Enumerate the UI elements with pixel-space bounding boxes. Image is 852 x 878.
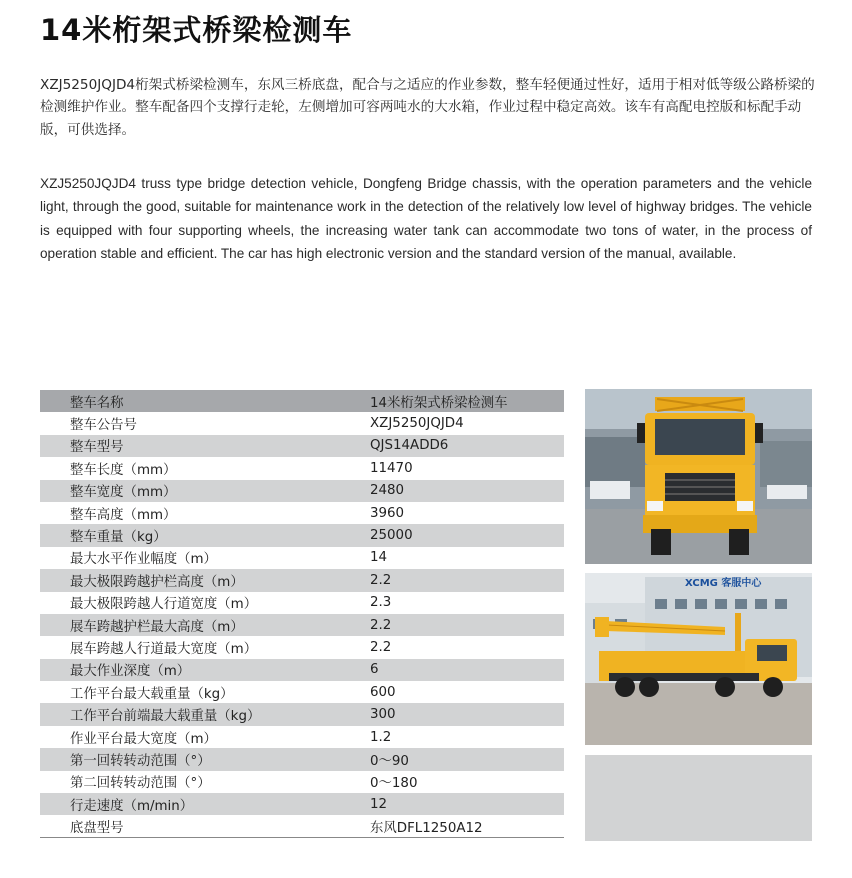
spec-row <box>40 457 564 479</box>
spec-value: 2.2 <box>370 639 392 655</box>
spec-row <box>40 748 564 770</box>
spec-value: 3960 <box>370 505 405 521</box>
spec-row <box>40 726 564 748</box>
spec-label: 最大水平作业幅度（m） <box>70 552 217 568</box>
spec-value: 2.2 <box>370 617 392 633</box>
spec-label: 工作平台前端最大载重量（kg） <box>70 709 261 725</box>
spec-value: 6 <box>370 662 379 678</box>
spec-value: 东风DFL1250A12 <box>370 820 483 836</box>
spec-row <box>40 659 564 681</box>
spec-row <box>40 815 564 837</box>
spec-value: 14米桁架式桥梁检测车 <box>370 395 508 411</box>
spec-value: 0～90 <box>370 753 409 769</box>
truck-front-photo <box>585 389 812 564</box>
spec-label: 展车跨越护栏最大高度（m） <box>70 619 244 635</box>
spec-row <box>40 524 564 546</box>
truck-side-illustration <box>585 573 812 745</box>
spec-row <box>40 412 564 434</box>
spec-value: 300 <box>370 707 396 723</box>
spec-row <box>40 435 564 457</box>
spec-label: 整车高度（mm） <box>70 507 177 523</box>
spec-label: 工作平台最大载重量（kg） <box>70 686 234 702</box>
description-english: XZJ5250JQJD4 truss type bridge detection vehicle, Dongfeng Bridge chassis, with the operation parameters and the vehicle light, through the good, suitable for maintenance work in the detection of the relatively low level of highway bridges. The vehicle is equipped with four supporting wheels, the increasing water tank can accommodate two tons of water, in the process of operation stable and efficient. The car has high electronic version and the standard version of the manual, available. <box>40 176 812 262</box>
spec-value: 14 <box>370 550 388 566</box>
spec-row <box>40 390 564 412</box>
spec-value: 12 <box>370 796 388 812</box>
spec-label: 最大极限跨越人行道宽度（m） <box>70 597 258 613</box>
truck-side-photo <box>585 573 812 745</box>
spec-label: 整车宽度（mm） <box>70 485 177 501</box>
spec-value: 2.3 <box>370 595 392 611</box>
spec-row <box>40 771 564 793</box>
spec-row <box>40 569 564 591</box>
spec-label: 行走速度（m/min） <box>70 798 194 814</box>
spec-value: 0～180 <box>370 776 418 792</box>
description-chinese: XZJ5250JQJD4桁架式桥梁检测车，东风三桥底盘，配合与之适应的作业参数，整车轻便通过性好，适用于相对低等级公路桥梁的检测维护作业。整车配备四个支撑行走轮，左侧增加可容两吨水的大水箱，作业过程中稳定高效。该车有高配电控版和标配手动版，可供选择。 <box>40 77 815 138</box>
spec-table-body <box>40 390 564 838</box>
spec-row <box>40 681 564 703</box>
spec-value: 11470 <box>370 460 413 476</box>
spec-label: 整车长度（mm） <box>70 462 177 478</box>
spec-label: 整车重量（kg） <box>70 530 167 546</box>
spec-table <box>40 390 564 838</box>
spec-value: 1.2 <box>370 729 392 745</box>
spec-row <box>40 636 564 658</box>
spec-label: 底盘型号 <box>70 820 124 836</box>
spec-row <box>40 547 564 569</box>
spec-row <box>40 592 564 614</box>
spec-row <box>40 793 564 815</box>
spec-label: 整车公告号 <box>70 418 137 434</box>
spec-label: 第一回转转动范围（°） <box>70 753 211 769</box>
spec-label: 整车名称 <box>70 395 124 411</box>
spec-row <box>40 502 564 524</box>
spec-label: 第二回转转动范围（°） <box>70 776 211 792</box>
gray-photo-panel <box>585 755 812 841</box>
spec-value: 25000 <box>370 528 413 544</box>
spec-label: 最大极限跨越护栏高度（m） <box>70 574 244 590</box>
building-sign: XCMG 客服中心 <box>685 578 762 589</box>
truck-front-illustration <box>585 389 812 564</box>
spec-label: 展车跨越人行道最大宽度（m） <box>70 641 258 657</box>
spec-row <box>40 614 564 636</box>
spec-row <box>40 480 564 502</box>
spec-value: 600 <box>370 684 396 700</box>
spec-value: QJS14ADD6 <box>370 438 449 454</box>
spec-label: 作业平台最大宽度（m） <box>70 731 217 747</box>
spec-label: 最大作业深度（m） <box>70 664 191 680</box>
spec-value: 2480 <box>370 483 405 499</box>
page-title: 14米桁架式桥梁检测车 <box>40 13 353 47</box>
spec-row <box>40 703 564 725</box>
spec-value: 2.2 <box>370 572 392 588</box>
spec-value: XZJ5250JQJD4 <box>370 416 464 432</box>
spec-label: 整车型号 <box>70 440 124 456</box>
